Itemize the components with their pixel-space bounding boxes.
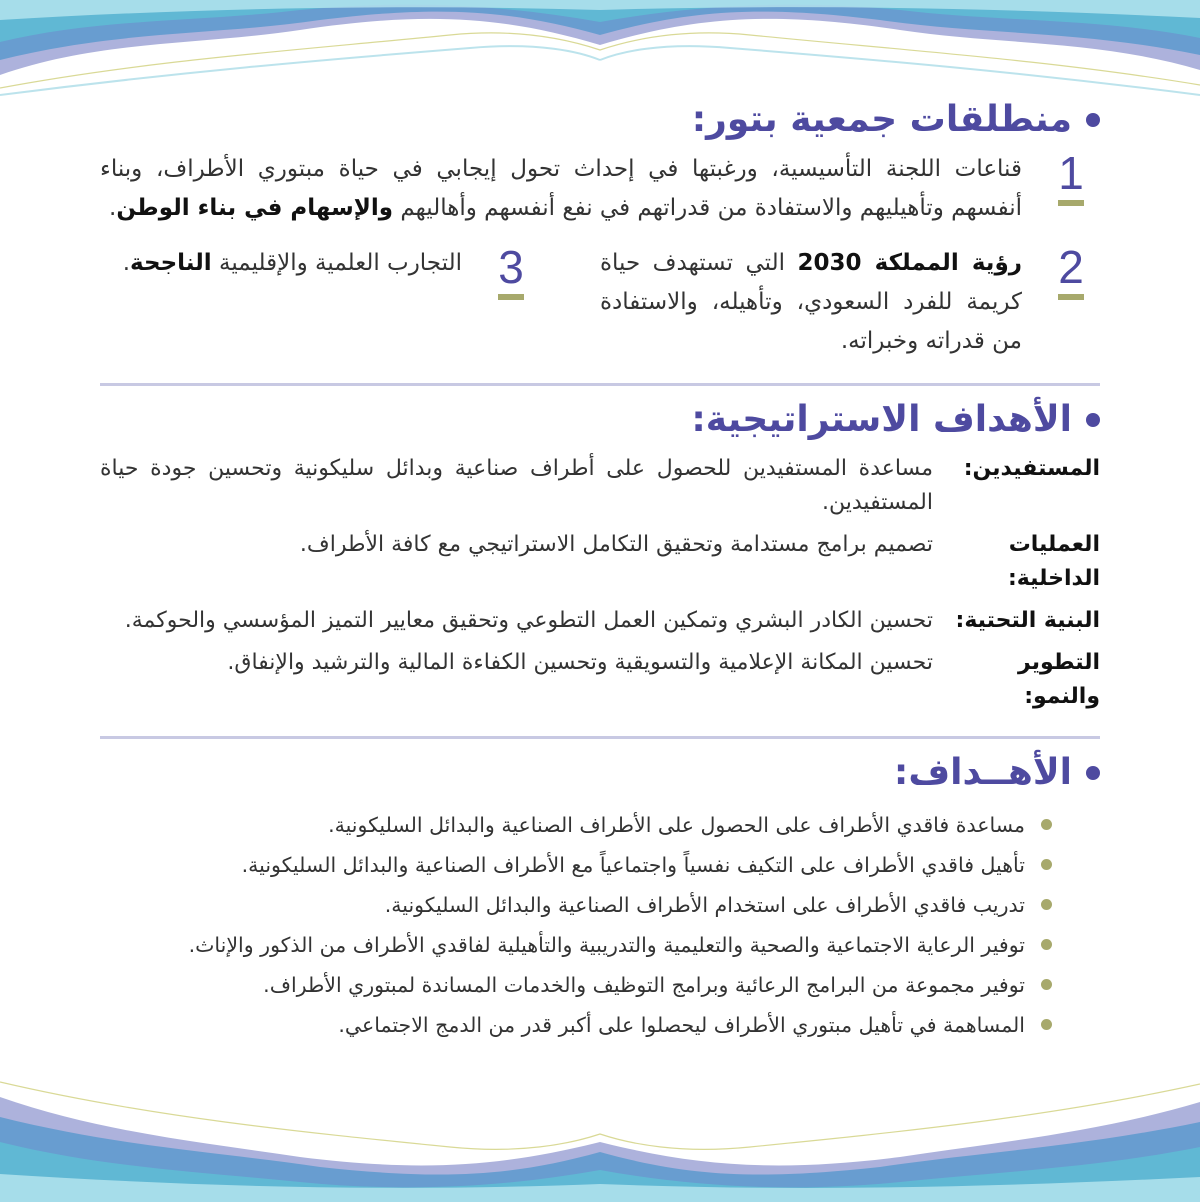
strategic-goal-row [100, 604, 1100, 638]
number-badge [1042, 240, 1100, 300]
strategic-goal-text: تصميم برامج مستدامة وتحقيق التكامل الاستراتيجي مع كافة الأطراف. [299, 531, 933, 557]
strategic-goal-row [100, 528, 1100, 596]
strategic-goal-label: المستفيدين: [963, 455, 1100, 481]
strategic-goal-label: البنية التحتية: [955, 608, 1100, 634]
number-badge [482, 240, 540, 300]
foundation-text-2: رؤية المملكة 2030 التي تستهدف حياة كريمة للفرد السعودي، وتأهيله، والاستفادة من قدراته وخبراته. [600, 249, 1022, 354]
section-divider [100, 736, 1100, 739]
goals-list [100, 805, 1100, 1045]
section-title-foundations: منطلقات جمعية بتور: [100, 100, 1100, 140]
item-number: 3 [498, 240, 524, 293]
title-bullet-icon [1086, 766, 1100, 780]
list-item: تدريب فاقدي الأطراف على استخدام الأطراف الصناعية والبدائل السليكونية. [100, 885, 1052, 925]
bullet-icon [1041, 859, 1052, 870]
section-title-strategic-goals: الأهداف الاستراتيجية: [100, 400, 1100, 440]
foundation-text-3: التجارب العلمية والإقليمية الناجحة. [122, 249, 462, 276]
foundation-item-1 [100, 146, 1100, 228]
section-divider [100, 383, 1100, 386]
section-title-goals: الأهــداف: [100, 753, 1100, 793]
strategic-goal-text: تحسين الكادر البشري وتمكين العمل التطوعي وتحقيق معايير التميز المؤسسي والحوكمة. [124, 608, 933, 634]
number-badge [1042, 146, 1100, 206]
title-bullet-icon [1086, 113, 1100, 127]
title-bullet-icon [1086, 413, 1100, 427]
main-content [100, 100, 1100, 1045]
list-item: توفير مجموعة من البرامج الرعائية وبرامج التوظيف والخدمات المساندة لمبتوري الأطراف. [100, 965, 1052, 1005]
bullet-icon [1041, 1019, 1052, 1030]
item-number: 1 [1058, 146, 1084, 199]
bullet-icon [1041, 899, 1052, 910]
list-item: مساعدة فاقدي الأطراف على الحصول على الأطراف الصناعية والبدائل السليكونية. [100, 805, 1052, 845]
bottom-wave-decoration [0, 1052, 1200, 1202]
strategic-goal-text: تحسين المكانة الإعلامية والتسويقية وتحسين الكفاءة المالية والترشيد والإنفاق. [227, 650, 933, 676]
foundation-item-3 [100, 240, 540, 361]
strategic-goals-list [100, 452, 1100, 715]
bullet-icon [1041, 939, 1052, 950]
strategic-goal-label: التطوير والنمو: [1018, 650, 1100, 710]
number-underline [1058, 200, 1084, 206]
foundation-text-1: قناعات اللجنة التأسيسية، ورغبتها في إحداث تحول إيجابي في حياة مبتوري الأطراف، وبناء أنفسهم وتأهيليهم والاستفادة من قدراتهم في نفع أنفسهم وأهاليهم والإسهام في بناء الوطن. [100, 155, 1022, 221]
foundation-item-2 [600, 240, 1100, 361]
list-item: توفير الرعاية الاجتماعية والصحية والتعليمية والتدريبية والتأهيلية لفاقدي الأطراف من الذكور والإناث. [100, 925, 1052, 965]
bullet-icon [1041, 979, 1052, 990]
list-item: المساهمة في تأهيل مبتوري الأطراف ليحصلوا على أكبر قدر من الدمج الاجتماعي. [100, 1005, 1052, 1045]
number-underline [498, 294, 524, 300]
item-number: 2 [1058, 240, 1084, 293]
strategic-goal-text: مساعدة المستفيدين للحصول على أطراف صناعية وبدائل سليكونية وتحسين جودة حياة المستفيدين. [100, 455, 933, 515]
number-underline [1058, 294, 1084, 300]
bullet-icon [1041, 819, 1052, 830]
top-wave-decoration [0, 0, 1200, 115]
strategic-goal-row [100, 452, 1100, 520]
list-item: تأهيل فاقدي الأطراف على التكيف نفسياً واجتماعياً مع الأطراف الصناعية والبدائل السليكونية. [100, 845, 1052, 885]
strategic-goal-row [100, 646, 1100, 714]
foundation-items-row [100, 240, 1100, 361]
strategic-goal-label: العمليات الداخلية: [1007, 531, 1100, 591]
